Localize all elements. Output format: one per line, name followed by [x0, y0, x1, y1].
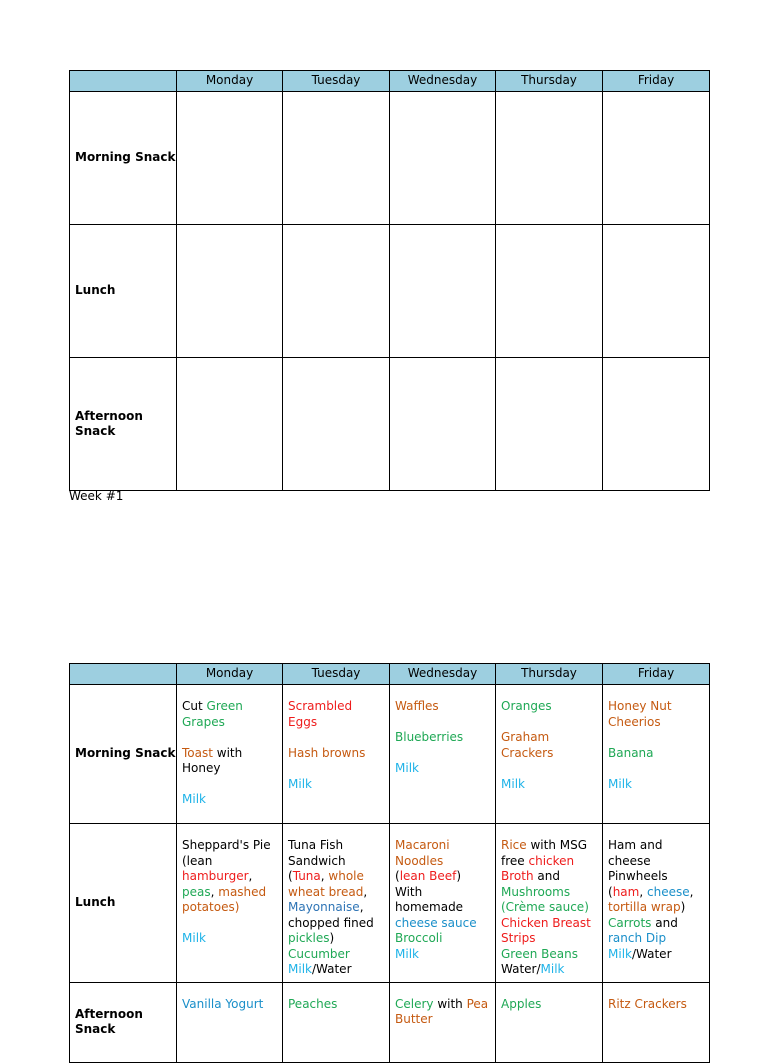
menu-line [395, 746, 491, 762]
menu-text: Cheerios [608, 714, 661, 729]
week1-menu-table [69, 70, 710, 491]
menu-line [182, 730, 278, 746]
menu-cell [283, 92, 390, 225]
menu-cell [390, 225, 496, 358]
week-label: Week #1 [69, 489, 124, 503]
menu-line [288, 931, 385, 947]
menu-text: Milk [395, 761, 419, 775]
menu-text: , [639, 884, 647, 899]
menu-text: Ham and [608, 838, 663, 852]
menu-cell-monday-lunch [177, 824, 283, 983]
table-row [70, 685, 710, 824]
menu-cell-wednesday-lunch [390, 824, 496, 983]
menu-text: , [359, 900, 364, 914]
menu-line [395, 997, 491, 1013]
menu-text: (Crème sauce) [501, 900, 589, 914]
menu-line [288, 746, 385, 762]
menu-line [395, 885, 491, 901]
menu-text: Mayonnaise [288, 900, 360, 914]
meal-label-afternoon-snack: Afternoon Snack [70, 982, 177, 1062]
menu-cell-tuesday-morning [283, 685, 390, 824]
menu-line [395, 947, 491, 963]
menu-line [608, 777, 705, 793]
menu-text: Chicken Breast [501, 915, 591, 930]
menu-text: with [433, 996, 467, 1011]
menu-text: Sheppard's Pie [182, 838, 271, 852]
menu-cell [390, 358, 496, 491]
menu-cell-tuesday-lunch [283, 824, 390, 983]
menu-text: Grapes [182, 714, 225, 729]
menu-line [182, 869, 278, 885]
menu-text: chopped fined [288, 915, 374, 930]
corner-header-cell [70, 664, 177, 685]
menu-text: wheat bread [288, 884, 364, 899]
menu-text: Butter [395, 1012, 433, 1026]
menu-text: Macaroni [395, 838, 450, 852]
menu-text: Cucumber [288, 946, 350, 961]
menu-line [182, 931, 278, 947]
menu-line [501, 885, 598, 901]
menu-text: cheese [646, 884, 690, 899]
menu-text: ( [288, 869, 293, 883]
menu-line [608, 715, 705, 731]
meal-label-morning-snack: Morning Snack [70, 92, 177, 225]
menu-cell [603, 358, 710, 491]
menu-line [288, 900, 385, 916]
menu-text: Honey [182, 761, 221, 775]
menu-text: Graham [501, 730, 550, 744]
menu-line [182, 699, 278, 715]
menu-text: and [533, 869, 560, 883]
menu-line [395, 715, 491, 731]
day-header-friday: Friday [603, 71, 710, 92]
menu-cell [496, 225, 603, 358]
day-header-thursday: Thursday [496, 664, 603, 685]
menu-line [608, 761, 705, 777]
menu-text: , [248, 869, 253, 883]
menu-text: and [651, 915, 678, 930]
menu-line [608, 730, 705, 746]
menu-text: cheese sauce [395, 915, 477, 930]
menu-text: tortilla wrap [608, 900, 681, 914]
menu-line [395, 854, 491, 870]
menu-text: Banana [608, 745, 654, 760]
menu-text: Milk [608, 946, 632, 961]
menu-line [501, 777, 598, 793]
menu-line [501, 746, 598, 762]
menu-line [288, 699, 385, 730]
meal-label-afternoon-snack: Afternoon Snack [70, 358, 177, 491]
menu-text: Vanilla Yogurt [182, 996, 264, 1011]
menu-text: Honey Nut [608, 699, 672, 713]
menu-line [288, 854, 385, 870]
menu-line [501, 730, 598, 746]
day-header-monday: Monday [177, 664, 283, 685]
menu-text: Oranges [501, 699, 552, 713]
menu-text: Peaches [288, 996, 338, 1011]
table-row [70, 824, 710, 983]
menu-cell-thursday-afternoon [496, 982, 603, 1062]
menu-text: Rice [501, 838, 527, 852]
table-row [70, 982, 710, 1062]
menu-line [608, 746, 705, 762]
menu-line [182, 854, 278, 870]
menu-text: potatoes) [182, 900, 240, 914]
menu-text: Broth [501, 869, 534, 883]
menu-cell-friday-afternoon [603, 982, 710, 1062]
menu-line [501, 997, 598, 1013]
menu-line [182, 838, 278, 854]
menu-text: chicken [528, 853, 575, 868]
menu-text: Noodles [395, 853, 444, 868]
menu-line [182, 777, 278, 793]
menu-line [608, 931, 705, 947]
menu-line [288, 916, 385, 932]
menu-line [395, 730, 491, 746]
menu-text: ranch Dip [608, 931, 667, 945]
menu-line [182, 900, 278, 916]
menu-text: , [689, 884, 694, 899]
menu-line [501, 916, 598, 932]
menu-text: Hash browns [288, 745, 366, 760]
menu-line [395, 869, 491, 885]
menu-text: Toast [182, 745, 213, 760]
day-header-monday: Monday [177, 71, 283, 92]
menu-cell-wednesday-morning [390, 685, 496, 824]
menu-line [395, 699, 491, 715]
menu-cell [177, 225, 283, 358]
menu-text: , [320, 869, 329, 883]
menu-text: Ritz Crackers [608, 996, 687, 1011]
menu-cell-thursday-morning [496, 685, 603, 824]
menu-cell-tuesday-afternoon [283, 982, 390, 1062]
menu-text: ) [456, 869, 462, 883]
day-header-wednesday: Wednesday [390, 664, 496, 685]
menu-line [501, 761, 598, 777]
menu-line [288, 962, 385, 978]
menu-line [501, 900, 598, 916]
menu-line [501, 854, 598, 870]
menu-text: homemade [395, 900, 464, 914]
menu-line [182, 761, 278, 777]
menu-text: Milk [288, 776, 312, 791]
menu-line [182, 916, 278, 932]
meal-label-lunch: Lunch [70, 824, 177, 983]
menu-cell [603, 225, 710, 358]
menu-text: Milk [288, 962, 312, 976]
day-header-tuesday: Tuesday [283, 664, 390, 685]
menu-text: Broccoli [395, 931, 443, 945]
day-header-wednesday: Wednesday [390, 71, 496, 92]
menu-line [182, 715, 278, 731]
menu-line [288, 885, 385, 901]
menu-text: Crackers [501, 745, 554, 760]
menu-cell-monday-morning [177, 685, 283, 824]
menu-text: Milk [608, 776, 632, 791]
menu-text: mashed [218, 884, 267, 899]
menu-text: Apples [501, 996, 542, 1011]
menu-text: hamburger [182, 869, 249, 883]
menu-line [182, 885, 278, 901]
menu-text: /Water [631, 946, 672, 961]
menu-cell-friday-lunch [603, 824, 710, 983]
menu-line [182, 792, 278, 808]
menu-cell [603, 92, 710, 225]
meal-label-lunch: Lunch [70, 225, 177, 358]
menu-cell-friday-morning [603, 685, 710, 824]
menu-text: peas [182, 884, 211, 899]
menu-cell [177, 92, 283, 225]
day-header-friday: Friday [603, 664, 710, 685]
menu-text: with [212, 745, 243, 760]
menu-text: (lean [182, 853, 213, 868]
menu-line [608, 838, 705, 854]
menu-line [288, 997, 385, 1013]
table-row [70, 225, 710, 358]
menu-line [395, 1012, 491, 1028]
menu-line [395, 838, 491, 854]
menu-text: Carrots [608, 915, 652, 930]
menu-line [288, 869, 385, 885]
menu-cell [177, 358, 283, 491]
menu-line [608, 947, 705, 963]
menu-line [608, 854, 705, 870]
menu-text: Scrambled Eggs [288, 699, 353, 729]
menu-line [501, 715, 598, 731]
menu-cell [283, 225, 390, 358]
menu-line [395, 916, 491, 932]
menu-text: cheese [608, 853, 651, 868]
menu-text: Mushrooms [501, 884, 571, 899]
menu-line [288, 777, 385, 793]
menu-text: ( [608, 884, 613, 899]
menu-cell [390, 92, 496, 225]
menu-text: whole [328, 869, 364, 883]
menu-text: ( [395, 869, 400, 883]
menu-line [608, 900, 705, 916]
menu-text: Milk [395, 946, 419, 961]
menu-text: Tuna Fish [288, 838, 344, 852]
table-row [70, 358, 710, 491]
table-row [70, 92, 710, 225]
menu-line [608, 869, 705, 885]
menu-line [608, 997, 705, 1013]
menu-text: Pea [466, 996, 489, 1011]
menu-text: free [501, 853, 529, 868]
menu-text: with MSG [526, 838, 588, 852]
menu-text: ) [329, 931, 335, 945]
menu-line [182, 746, 278, 762]
menu-line [608, 699, 705, 715]
menu-text: , [363, 884, 368, 899]
menu-text: Strips [501, 931, 536, 945]
meal-label-morning-snack: Morning Snack [70, 685, 177, 824]
menu-text: Tuna [292, 869, 321, 883]
menu-cell-monday-afternoon [177, 982, 283, 1062]
menu-line [608, 885, 705, 901]
menu-line [501, 699, 598, 715]
menu-line [395, 900, 491, 916]
menu-text: Celery [395, 996, 434, 1011]
menu-text: Waffles [395, 699, 439, 713]
day-header-tuesday: Tuesday [283, 71, 390, 92]
menu-line [182, 997, 278, 1013]
menu-text: Cut [182, 699, 207, 713]
menu-line [288, 730, 385, 746]
menu-line [288, 838, 385, 854]
menu-text: /Water [311, 962, 352, 976]
menu-line [288, 761, 385, 777]
menu-line [288, 947, 385, 963]
menu-text: Milk [182, 792, 206, 806]
menu-text: Water/ [501, 962, 541, 976]
day-header-thursday: Thursday [496, 71, 603, 92]
menu-text: With [395, 884, 423, 899]
menu-text: ) [680, 900, 686, 914]
menu-line [501, 947, 598, 963]
menu-line [501, 931, 598, 947]
corner-header-cell [70, 71, 177, 92]
menu-line [501, 869, 598, 885]
menu-text: Milk [501, 776, 525, 791]
menu-line [395, 761, 491, 777]
menu-text: Milk [182, 931, 206, 945]
menu-line [501, 962, 598, 978]
menu-text: , [210, 884, 219, 899]
menu-text: Pinwheels [608, 869, 668, 883]
menu-text: lean Beef [399, 869, 457, 883]
menu-text: Milk [540, 962, 565, 976]
menu-line [395, 931, 491, 947]
week2-menu-table [69, 663, 710, 1063]
menu-text: Green [206, 699, 243, 713]
menu-cell-thursday-lunch [496, 824, 603, 983]
menu-text: Blueberries [395, 730, 464, 744]
menu-cell-wednesday-afternoon [390, 982, 496, 1062]
menu-line [501, 838, 598, 854]
menu-text: Sandwich [288, 853, 346, 868]
menu-cell [283, 358, 390, 491]
menu-cell [496, 358, 603, 491]
menu-text: Green Beans [501, 946, 578, 961]
menu-cell [496, 92, 603, 225]
menu-line [608, 916, 705, 932]
menu-text: ham [612, 884, 640, 899]
menu-text: pickles [288, 931, 330, 945]
